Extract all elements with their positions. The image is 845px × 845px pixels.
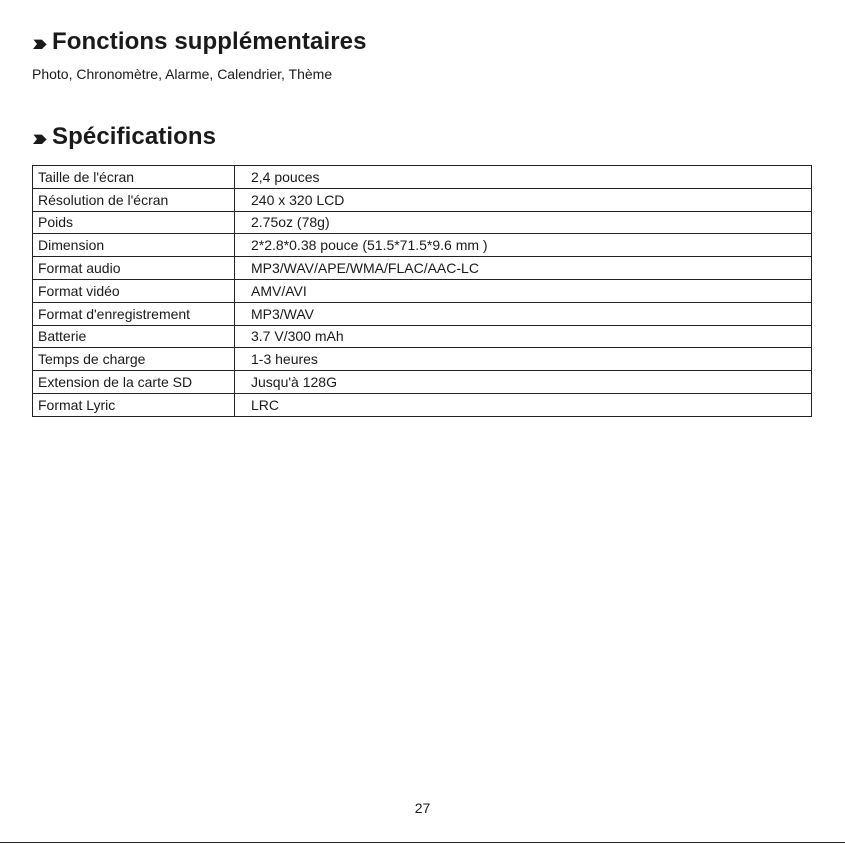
- spec-label: Format Lyric: [33, 393, 235, 416]
- spec-label: Taille de l'écran: [33, 166, 235, 189]
- table-row: [33, 325, 812, 348]
- spec-value: 1-3 heures: [235, 348, 812, 371]
- section-title: Spécifications: [52, 123, 217, 150]
- spec-value: 2,4 pouces: [235, 166, 812, 189]
- section-heading-specifications: [32, 123, 216, 151]
- spec-label: Temps de charge: [33, 348, 235, 371]
- table-row: [33, 279, 812, 302]
- spec-label: Format d'enregistrement: [33, 302, 235, 325]
- table-row: [33, 234, 812, 257]
- spec-label: Batterie: [33, 325, 235, 348]
- spec-value: MP3/WAV/APE/WMA/FLAC/AAC-LC: [235, 257, 812, 280]
- table-row: [33, 257, 812, 280]
- page-number: 27: [414, 800, 431, 816]
- table-row: [33, 393, 812, 416]
- spec-value: AMV/AVI: [235, 279, 812, 302]
- table-row: [33, 371, 812, 394]
- spec-value: Jusqu'à 128G: [235, 371, 812, 394]
- spec-label: Extension de la carte SD: [33, 371, 235, 394]
- table-row: [33, 166, 812, 189]
- extra-functions-list: Photo, Chronomètre, Alarme, Calendrier, Thème: [32, 66, 333, 82]
- bottom-divider: [0, 842, 845, 843]
- specifications-table: [32, 165, 812, 417]
- table-row: [33, 188, 812, 211]
- arrow-bullet-icon: [32, 133, 48, 145]
- spec-value: 2.75oz (78g): [235, 211, 812, 234]
- section-heading-extra-functions: [32, 28, 367, 56]
- table-row: [33, 302, 812, 325]
- spec-value: 240 x 320 LCD: [235, 188, 812, 211]
- spec-label: Dimension: [33, 234, 235, 257]
- spec-label: Format audio: [33, 257, 235, 280]
- section-title: Fonctions supplémentaires: [52, 28, 367, 55]
- table-row: [33, 211, 812, 234]
- spec-label: Résolution de l'écran: [33, 188, 235, 211]
- spec-label: Format vidéo: [33, 279, 235, 302]
- spec-value: LRC: [235, 393, 812, 416]
- spec-value: MP3/WAV: [235, 302, 812, 325]
- spec-value: 3.7 V/300 mAh: [235, 325, 812, 348]
- arrow-bullet-icon: [32, 38, 48, 50]
- spec-label: Poids: [33, 211, 235, 234]
- table-row: [33, 348, 812, 371]
- spec-value: 2*2.8*0.38 pouce (51.5*71.5*9.6 mm ): [235, 234, 812, 257]
